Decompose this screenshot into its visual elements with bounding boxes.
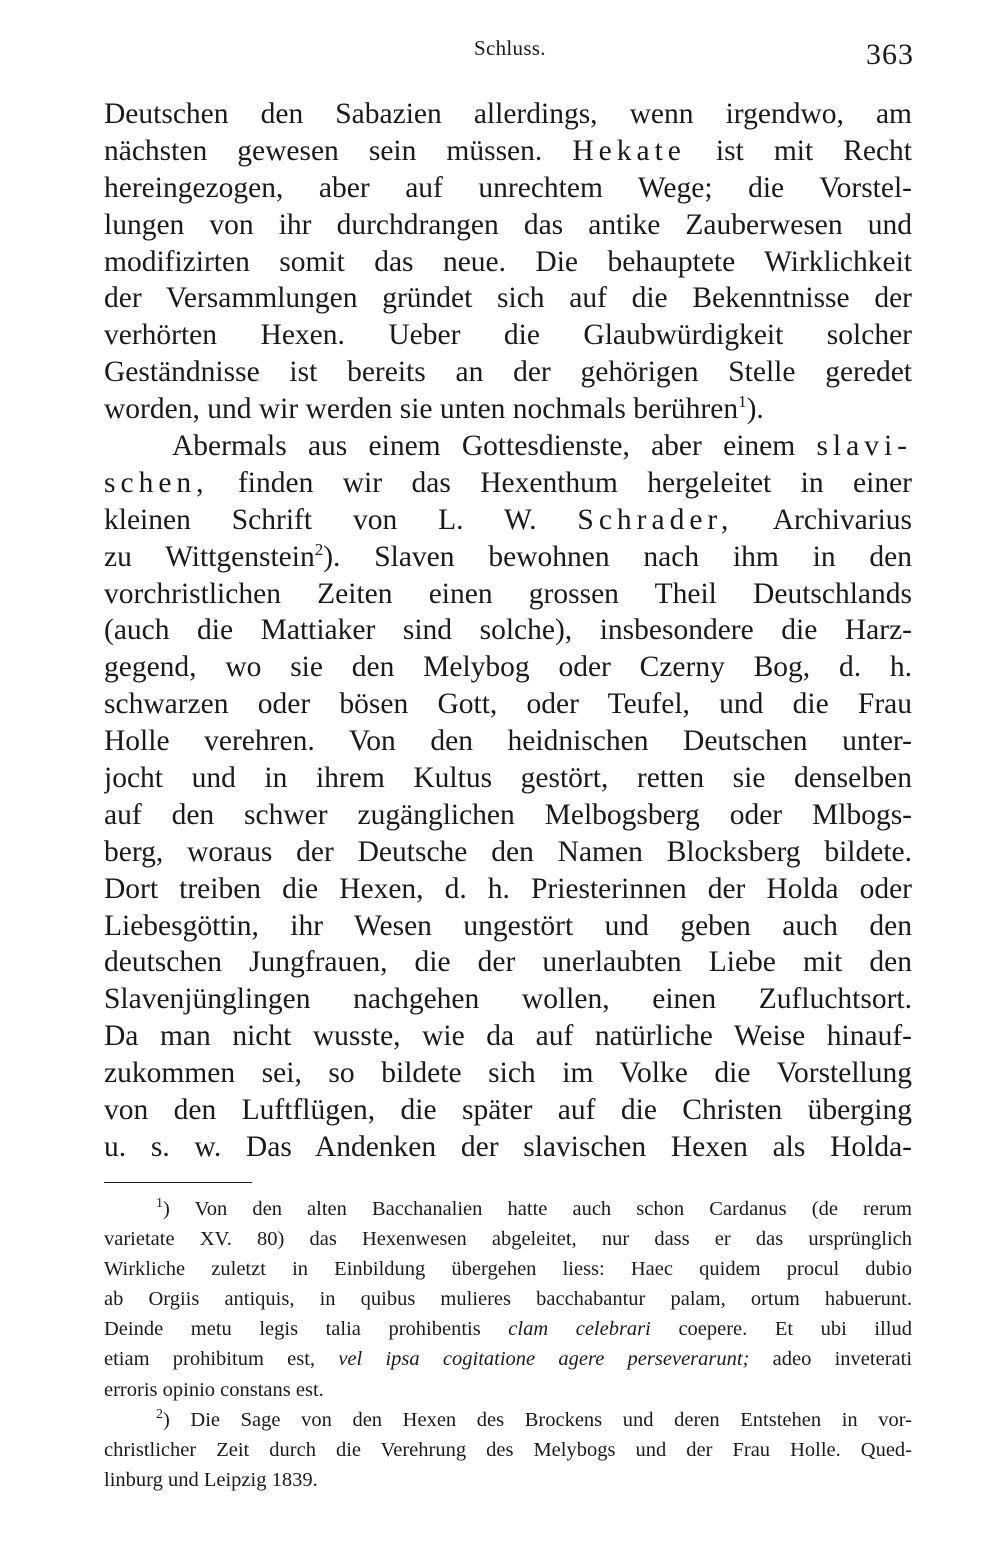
- latin-italic: clam celebrari: [508, 1318, 651, 1341]
- text-line: schen, finden wir das Hexenthum hergeleitet in einer: [104, 466, 912, 499]
- spaced-word: slavi-: [816, 430, 912, 463]
- text-line: verhörten Hexen. Ueber die Glaubwürdigkeit solcher: [104, 319, 912, 352]
- text-line: Da man nicht wusste, wie da auf natürliche Weise hinauf-: [104, 1020, 912, 1053]
- text-line: hereingezogen, aber auf unrechtem Wege; die Vorstel-: [104, 171, 912, 204]
- text-line: Abermals aus einem Gottesdienste, aber einem slavi-: [172, 430, 912, 463]
- text-line: modifizirten somit das neue. Die behauptete Wirklichkeit: [104, 245, 912, 278]
- spaced-name: Hekate: [572, 134, 686, 167]
- spaced-name: Schrader,: [577, 503, 734, 536]
- latin-italic: vel ipsa cogitatione agere perseverarunt;: [338, 1348, 750, 1371]
- text-line: worden, und wir werden sie unten nochmals berühren$^1$).: [104, 392, 764, 426]
- footnote-marker: 1: [156, 1196, 163, 1211]
- footnote-line: varietate XV. 80) das Hexenwesen abgeleitet, nur dass er das ursprünglich: [104, 1228, 912, 1251]
- text-line: Geständnisse ist bereits an der gehörigen Stelle geredet: [104, 356, 912, 389]
- text-line: Holle verehren. Von den heidnischen Deutschen unter-: [104, 725, 912, 758]
- text-line: jocht und in ihrem Kultus gestört, retten sie denselben: [104, 762, 912, 795]
- text-line: der Versammlungen gründet sich auf die Bekenntnisse der: [104, 282, 912, 315]
- running-head: Schluss.: [474, 36, 546, 60]
- text-line: zu Wittgenstein$^2$). Slaven bewohnen nach ihm in den: [104, 539, 912, 573]
- footnote-separator: [104, 1182, 252, 1183]
- text-line: Dort treiben die Hexen, d. h. Priesterinnen der Holda oder: [104, 872, 912, 905]
- text-line: nächsten gewesen sein müssen. Hekate ist mit Recht: [104, 134, 912, 167]
- text-line: lungen von ihr durchdrangen das antike Zauberwesen und: [104, 208, 912, 241]
- text-line: vorchristlichen Zeiten einen grossen Theil Deutschlands: [104, 577, 912, 610]
- footnote-ref: 2: [314, 539, 324, 559]
- footnote-line: $^1$) Von den alten Bacchanalien hatte auch schon Cardanus (de rerum: [156, 1196, 912, 1220]
- main-text: [104, 96, 912, 1166]
- text-line: von den Luftflügen, die später auf die Christen überging: [104, 1094, 912, 1127]
- footnote-line: ab Orgiis antiquis, in quibus mulieres bacchabantur palam, ortum habuerunt.: [104, 1288, 912, 1311]
- text-line: gegend, wo sie den Melybog oder Czerny Bog, d. h.: [104, 651, 912, 684]
- footnote-line: linburg und Leipzig 1839.: [104, 1468, 318, 1491]
- page-number: 363: [866, 38, 914, 71]
- text-line: kleinen Schrift von L. W. Schrader, Archivarius: [104, 503, 912, 536]
- footnote-line: Wirkliche zuletzt in Einbildung übergehen liess: Haec quidem procul dubio: [104, 1258, 912, 1281]
- text-line: (auch die Mattiaker sind solche), insbesondere die Harz-: [104, 614, 912, 647]
- text-line: berg, woraus der Deutsche den Namen Blocksberg bildete.: [104, 835, 912, 868]
- footnote-line: Deinde metu legis talia prohibentis clam celebrari coepere. Et ubi illud: [104, 1318, 912, 1341]
- spaced-word: schen,: [104, 466, 209, 499]
- footnote-line: christlicher Zeit durch die Verehrung des Melybogs und der Frau Holle. Qued-: [104, 1438, 912, 1461]
- text-line: u. s. w. Das Andenken der slavischen Hexen als Holda-: [104, 1130, 912, 1163]
- text-line: zukommen sei, so bildete sich im Volke die Vorstellung: [104, 1057, 912, 1090]
- text-line: auf den schwer zugänglichen Melbogsberg oder Mlbogs-: [104, 798, 912, 831]
- footnote-ref: 1: [738, 392, 747, 412]
- page-header: [0, 30, 1000, 74]
- text-line: Deutschen den Sabazien allerdings, wenn irgendwo, am: [104, 98, 912, 130]
- text-line: deutschen Jungfrauen, die der unerlaubten Liebe mit den: [104, 946, 912, 979]
- text-line: schwarzen oder bösen Gott, oder Teufel, und die Frau: [104, 688, 912, 721]
- footnote-line: erroris opinio constans est.: [104, 1378, 324, 1401]
- text-line: Liebesgöttin, ihr Wesen ungestört und geben auch den: [104, 909, 912, 942]
- footnote-marker: 2: [156, 1406, 163, 1422]
- footnotes: [104, 1194, 912, 1495]
- footnote-line: etiam prohibitum est, vel ipsa cogitatione agere perseverarunt; adeo inveterati: [104, 1348, 912, 1371]
- footnote-line: $^2$) Die Sage von den Hexen des Brockens und deren Entstehen in vor-: [156, 1406, 912, 1431]
- text-line: Slavenjünglingen nachgehen wollen, einen Zufluchtsort.: [104, 983, 912, 1016]
